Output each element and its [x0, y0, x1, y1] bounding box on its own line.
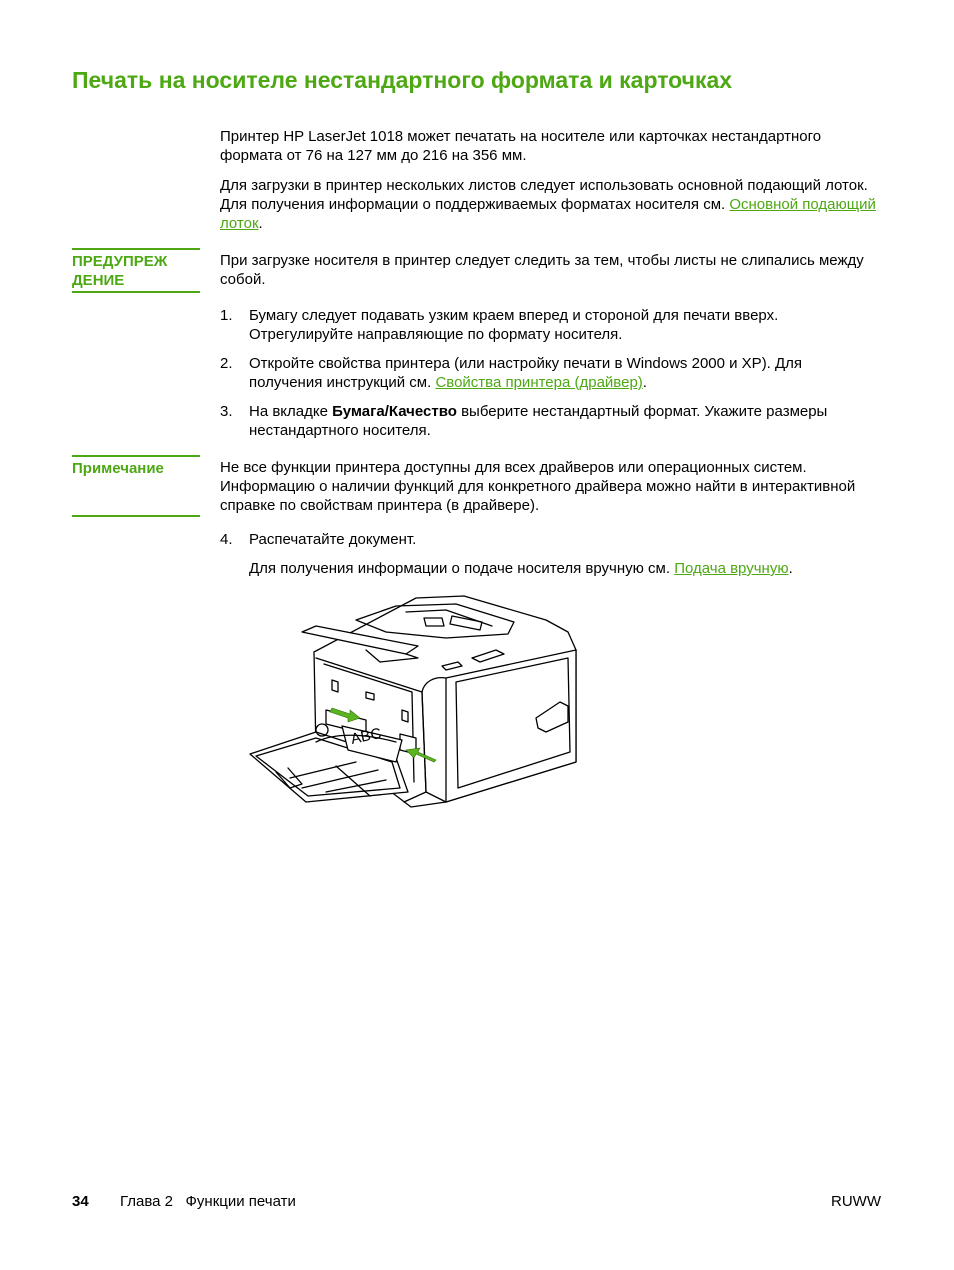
- document-code: RUWW: [831, 1193, 881, 1210]
- step-3-number: 3.: [220, 403, 233, 420]
- step-3-text-after: выберите нестандартный формат. Укажите размеры нестандартного носителя.: [249, 403, 828, 439]
- intro-paragraph-2: [220, 176, 880, 233]
- page-number: 34: [72, 1193, 89, 1210]
- chapter-title: Глава 2 Функции печати: [120, 1193, 296, 1210]
- step-3-text: [249, 402, 879, 440]
- intro-paragraph-2-end: .: [258, 215, 263, 232]
- step-4-text: Распечатайте документ.: [249, 531, 417, 548]
- page-title: Печать на носителе нестандартного формата и карточках: [72, 67, 733, 93]
- step-2-text: [249, 354, 879, 392]
- printer-drawing: [246, 592, 582, 810]
- manual-feed-paragraph: [249, 559, 879, 578]
- intro-paragraph-1: Принтер HP LaserJet 1018 может печатать на носителе или карточках нестандартного формата от 76 на 127 мм до 216 на 356 мм.: [220, 128, 822, 164]
- step-1-number: 1.: [220, 307, 233, 324]
- step-3-text-before: На вкладке: [249, 403, 333, 420]
- step-2-text-after: .: [642, 374, 647, 391]
- note-bottom-rule: [72, 515, 200, 517]
- step-1-text: Бумагу следует подавать узким краем вперед и стороной для печати вверх. Отрегулируйте направляющие по формату носителя.: [249, 307, 779, 343]
- note-top-rule: [72, 455, 200, 457]
- warning-label-line-2: ДЕНИЕ: [72, 272, 125, 289]
- printer-illustration: [246, 592, 582, 810]
- warning-text: При загрузке носителя в принтер следует следить за тем, чтобы листы не слипались между собой.: [220, 252, 864, 288]
- manual-feed-link[interactable]: Подача вручную: [674, 560, 789, 577]
- main-tray-link[interactable]: Основной подающий лоток: [220, 196, 876, 232]
- warning-top-rule: [72, 248, 200, 250]
- note-text: Не все функции принтера доступны для всех драйверов или операционных систем. Информацию о наличии функций для конкретного драйвера можно найти в интерактивной справке по свойствам принтера (в драйвере).: [220, 459, 856, 514]
- paper-quality-tab-name: Бумага/Качество: [332, 403, 457, 420]
- manual-feed-end: .: [788, 560, 793, 577]
- step-2-text-before: Откройте свойства принтера (или настройку печати в Windows 2000 и XP). Для получения инструкций см.: [249, 355, 803, 391]
- warning-bottom-rule: [72, 291, 200, 293]
- paper-label: ABC: [349, 724, 384, 748]
- manual-feed-text: Для получения информации о подаче носителя вручную см.: [249, 560, 675, 577]
- printer-properties-link[interactable]: Свойства принтера (драйвер): [435, 374, 643, 391]
- step-4-number: 4.: [220, 531, 233, 548]
- step-2-number: 2.: [220, 355, 233, 372]
- note-label: Примечание: [72, 460, 164, 477]
- warning-label: [72, 252, 200, 290]
- warning-label-line-1: ПРЕДУПРЕЖ: [72, 253, 168, 270]
- intro-paragraph-2-text: Для загрузки в принтер нескольких листов следует использовать основной подающий лоток. Для получения информации о поддерживаемых форматах носителя см.: [220, 177, 868, 213]
